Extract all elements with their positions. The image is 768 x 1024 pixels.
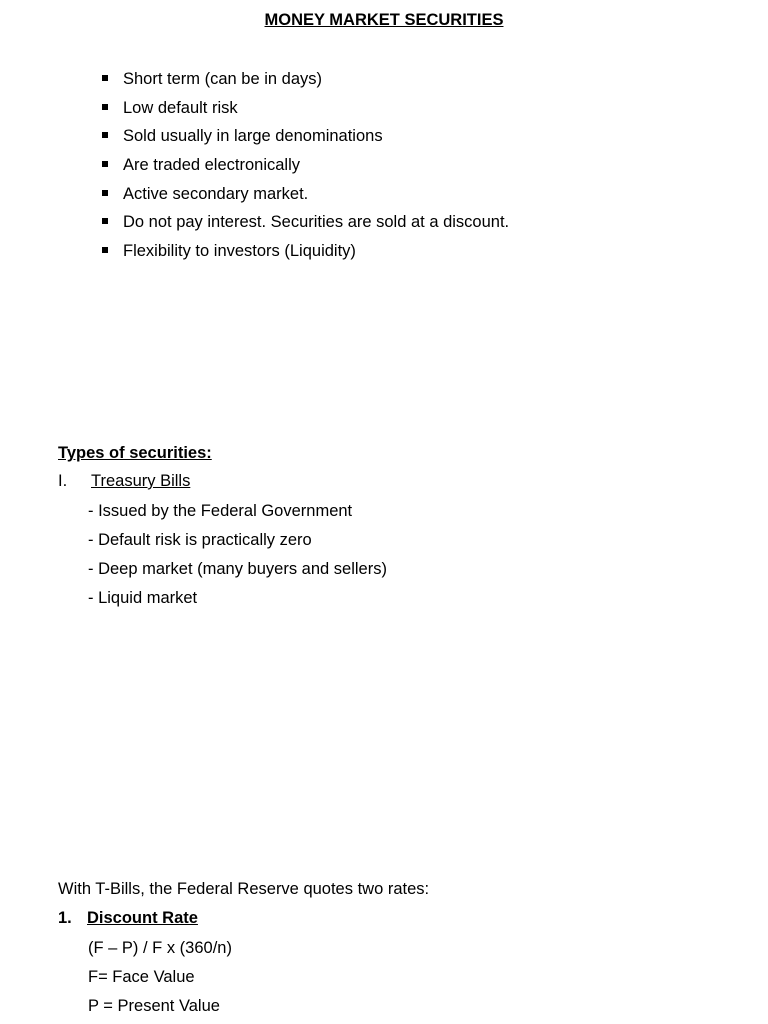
discount-rate-number: 1. (58, 909, 72, 927)
treasury-point: - Deep market (many buyers and sellers) (88, 560, 387, 578)
types-heading: Types of securities: (58, 444, 212, 462)
definition-line: P = Present Value (88, 997, 220, 1015)
list-item (102, 211, 509, 240)
list-item-text: Do not pay interest. Securities are sold at a discount. (123, 213, 510, 232)
discount-rate-title: Discount Rate (87, 909, 198, 927)
list-item-text: Flexibility to investors (Liquidity) (123, 242, 356, 261)
list-item (102, 183, 509, 212)
list-item-text: Short term (can be in days) (123, 70, 322, 88)
list-item-text: Sold usually in large denominations (123, 127, 383, 146)
list-item (102, 68, 509, 97)
treasury-numeral: I. (58, 472, 68, 490)
square-bullet-icon (102, 218, 108, 224)
list-item (102, 154, 509, 183)
list-item-text: Active secondary market. (123, 184, 309, 203)
square-bullet-icon (102, 161, 108, 167)
square-bullet-icon (102, 190, 108, 196)
square-bullet-icon (102, 247, 108, 253)
treasury-points (88, 500, 387, 616)
list-item-text: Low default risk (123, 98, 238, 117)
list-item (102, 125, 509, 154)
rates-intro: With T-Bills, the Federal Reserve quotes two rates: (58, 880, 430, 898)
formula-line: (F – P) / F x (360/n) (88, 939, 232, 957)
characteristics-list (102, 68, 509, 269)
treasury-point: - Issued by the Federal Government (88, 502, 353, 520)
list-item (102, 240, 509, 269)
treasury-point: - Liquid market (88, 589, 198, 607)
square-bullet-icon (102, 104, 108, 110)
square-bullet-icon (102, 132, 108, 138)
page-title: MONEY MARKET SECURITIES (264, 11, 504, 29)
treasury-title: Treasury Bills (91, 472, 191, 490)
discount-rate-lines (88, 937, 232, 1024)
list-item (102, 97, 509, 126)
list-item-text: Are traded electronically (123, 156, 301, 175)
definition-line: F= Face Value (88, 968, 195, 986)
treasury-point: - Default risk is practically zero (88, 531, 312, 549)
square-bullet-icon (102, 75, 108, 81)
